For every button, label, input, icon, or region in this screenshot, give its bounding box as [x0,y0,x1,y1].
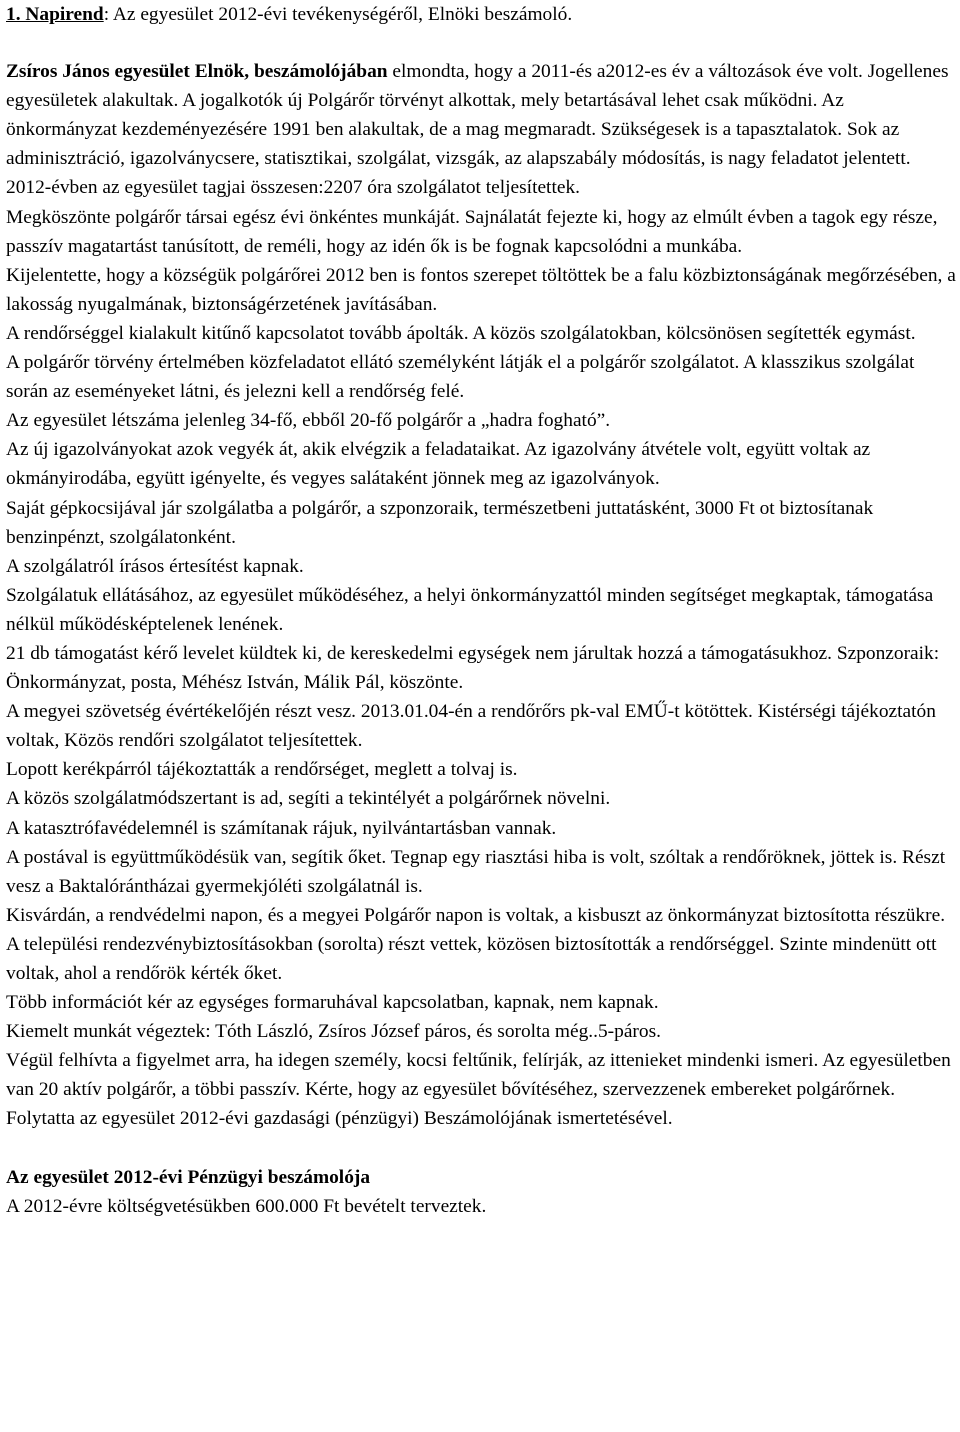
paragraph: A szolgálatról írásos értesítést kapnak. [6,555,304,577]
paragraph: Folytatta az egyesület 2012-évi gazdasági (pénzügyi) Beszámolójának ismertetésével. [6,1108,673,1130]
paragraph: Végül felhívta a figyelmet arra, ha idegen személy, kocsi feltűnik, felírják, az ittenieket mindenki ismeri. Az egyesületben van 20 aktív polgárőr, a többi passzív. Kérte, hogy az egyesület bővítéséhez, szervezzenek embereket polgárőrnek. [6,1050,951,1101]
paragraph: A postával is együttműködésük van, segítik őket. Tegnap egy riasztási hiba is volt, szóltak a rendőröknek, jöttek is. Részt vesz a Baktalórántházai gyermekjóléti szolgálatnál is. [6,846,946,897]
paragraph: Kijelentette, hogy a községük polgárőrei 2012 ben is fontos szerepet töltöttek be a falu közbiztonságának megőrzésében, a lakosság nyugalmának, biztonságérzetének javításában. [6,264,956,315]
paragraph: A rendőrséggel kialakult kitűnő kapcsolatot tovább ápolták. A közös szolgálatokban, kölcsönösen segítették egymást. [6,322,916,344]
paragraph: A települési rendezvénybiztosításokban (sorolta) részt vettek, közösen biztosították a rendőrséggel. Szinte mindenütt ott voltak, ahol a rendőrök kérték őket. [6,933,937,984]
blank-line [6,29,956,57]
intro-paragraph [6,57,956,173]
paragraph: Saját gépkocsijával jár szolgálatba a polgárőr, a szponzoraik, természetbeni juttatásként, 3000 Ft ot biztosítanak benzinpénzt, szolgálatonként. [6,497,874,548]
paragraph: Kiemelt munkát végeztek: Tóth László, Zsíros József páros, és sorolta még..5-páros. [6,1021,661,1043]
paragraph: Az egyesület létszáma jelenleg 34-fő, ebből 20-fő polgárőr a „hadra fogható”. [6,410,611,432]
speaker-name: Zsíros János egyesület Elnök, beszámolójában [6,61,388,83]
agenda-number: 1. Napirend [6,4,104,25]
paragraph: Kisvárdán, a rendvédelmi napon, és a megyei Polgárőr napon is voltak, a kisbuszt az önkormányzat biztosította részükre. [6,904,946,926]
agenda-title: : Az egyesület 2012-évi tevékenységéről, Elnöki beszámoló. [103,4,573,25]
paragraph: 21 db támogatást kérő levelet küldtek ki, de kereskedelmi egységek nem járultak hozzá a támogatásukhoz. Szponzoraik: Önkormányzat, posta, Méhész István, Málik Pál, köszönte. [6,642,940,694]
paragraph: Megköszönte polgárőr társai egész évi önkéntes munkáját. Sajnálatát fejezte ki, hogy az elmúlt évben a tagok egy része, passzív magatartást tanúsított, de reméli, hogy az idén ők is be fognak kapcsolódni a munkába. [6,206,938,257]
paragraph: 2012-évben az egyesület tagjai összesen:2207 óra szolgálatot teljesítettek. [6,177,580,199]
paragraph: A katasztrófavédelemnél is számítanak rájuk, nyilvántartásban vannak. [6,817,557,839]
paragraph: Az új igazolványokat azok vegyék át, akik elvégzik a feladataikat. Az igazolvány átvétele volt, együtt voltak az okmányirodába, együtt igényelte, és vegyes salátaként jönnek meg az igazolványok. [6,439,871,490]
finance-text: A 2012-évre költségvetésükben 600.000 Ft bevételt terveztek. [6,1196,487,1218]
paragraph: A megyei szövetség évértékelőjén részt vesz. 2013.01.04-én a rendőrőrs pk-val EMŰ-t kötöttek. Kistérségi tájékoztatón voltak, Közös rendőri szolgálatot teljesítettek. [6,701,936,752]
blank-line [6,1134,956,1164]
paragraph: Lopott kerékpárról tájékoztatták a rendőrséget, meglett a tolvaj is. [6,759,518,781]
intro-text: elmondta, hogy a 2011-és a2012-es év a változások éve volt. Jogellenes egyesületek alakultak. A jogalkotók új Polgárőr törvényt alkottak, mely betartásával lehet csak működni. Az önkormányzat kezdeményezésére 1991 ben alakultak, de a mag megmaradt. Szükségesek is a tapasztalatok. Sok az adminisztráció, igazolványcsere, statisztikai, szolgálat, vizsgák, az alapszabály módosítás, is nagy feladatot jelentett. [6,61,949,170]
agenda-heading [6,0,956,29]
paragraph: Több információt kér az egységes formaruhával kapcsolatban, kapnak, nem kapnak. [6,992,659,1014]
paragraph: A polgárőr törvény értelmében közfeladatot ellátó személyként látják el a polgárőr szolgálatot. A klasszikus szolgálat során az eseményeket látni, és jelezni kell a rendőrség felé. [6,352,915,403]
paragraph: Szolgálatuk ellátásához, az egyesület működéséhez, a helyi önkormányzattól minden segítséget megkaptak, támogatása nélkül működésképtelenek lenének. [6,584,934,635]
document-page [6,0,956,1221]
finance-title: Az egyesület 2012-évi Pénzügyi beszámolója [6,1167,371,1189]
paragraph: A közös szolgálatmódszertant is ad, segíti a tekintélyét a polgárőrnek növelni. [6,788,611,810]
